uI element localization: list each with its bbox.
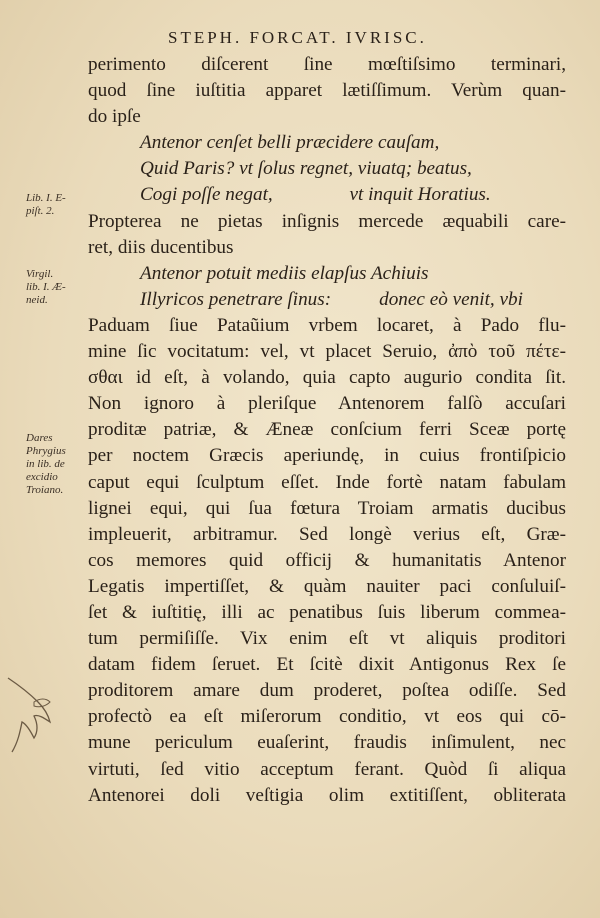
text-line: Legatis impertiſſet, & quàm nauiter paci conſuluiſ- [88, 575, 566, 597]
verse-line: Cogi poſſe negat, vt inquit Horatius. [140, 184, 491, 206]
text-line: profectò ea eſt miſerorum conditio, vt eos qui cō- [88, 706, 566, 728]
text-line: datam fidem ſeruet. Et ſcitè dixit Antigonus Rex ſe [88, 654, 566, 676]
text-line: lignei equi, qui ſua fœtura Troiam armatis ducibus [88, 497, 566, 519]
margin-note-dares: Dares Phrygius in lib. de excidio Troiano. [26, 432, 66, 496]
verse-line: Antenor cenſet belli præcidere cauſam, [140, 132, 440, 154]
text-line: cos memores quid officij & humanitatis Antenor [88, 549, 566, 571]
text-line: σθαι id eſt, à volando, quia capto augurio condita ſit. [88, 367, 566, 389]
text-line: mine ſic vocitatum: vel, vt placet Seruio, ἀπὸ τοῦ πέτε- [88, 341, 566, 363]
running-head: STEPH. FORCAT. IVRISC. [168, 28, 427, 47]
manicule-flourish-icon [4, 672, 54, 762]
text-line: caput equi ſculptum eſſet. Inde fortè natam fabulam [88, 471, 566, 493]
text-line: perimento diſcerent ſine mœſtiſsimo terminari, [88, 54, 566, 75]
margin-note-virgil: Virgil. lib. I. Æ- neid. [26, 268, 66, 306]
text-line: mune periculum euaſerint, fraudis inſimulent, nec [88, 732, 566, 754]
margin-note-horace: Lib. I. E- piſt. 2. [26, 192, 66, 217]
text-line: ſet & iuſtitię, illi ac penatibus ſuis liberum commea- [88, 601, 566, 623]
text-line: tum permiſiſſe. Vix enim eſt vt aliquis proditori [88, 628, 566, 650]
text-line: quod ſine iuſtitia apparet lætiſſimum. Verùm quan- [88, 80, 566, 102]
text-line: ret, diis ducentibus [88, 236, 234, 258]
text-line: do ipſe [88, 106, 141, 128]
verse-line: Antenor potuit mediis elapſus Achiuis [140, 262, 429, 284]
text-line: Paduam ſiue Pataũium vrbem locaret, à Pado flu- [88, 314, 566, 336]
text-line: virtuti, ſed vitio acceptum ferant. Quòd ſi aliqua [88, 758, 566, 780]
text-line: proditæ patriæ, & Æneæ conſcium ferri Sceæ portę [88, 419, 566, 441]
text-line: Non ignoro à pleriſque Antenorem falſò accuſari [88, 393, 566, 415]
text-line: per noctem Græcis aperiundę, in cuius frontiſpicio [88, 445, 566, 467]
text-line: Antenorei doli veſtigia olim extitiſſent, obliterata [88, 784, 566, 806]
text-line: proditorem amare dum proderet, poſtea odiſſe. Sed [88, 680, 566, 702]
text-line: Propterea ne pietas inſignis mercede æquabili care- [88, 210, 566, 232]
body-text [88, 52, 566, 809]
verse-line: Illyricos penetrare ſinus: donec eò venit, vbi [140, 288, 523, 310]
text-line: impleuerit, arbitramur. Sed longè verius eſt, Græ- [88, 523, 566, 545]
verse-line: Quid Paris? vt ſolus regnet, viuatq; beatus, [140, 158, 472, 180]
